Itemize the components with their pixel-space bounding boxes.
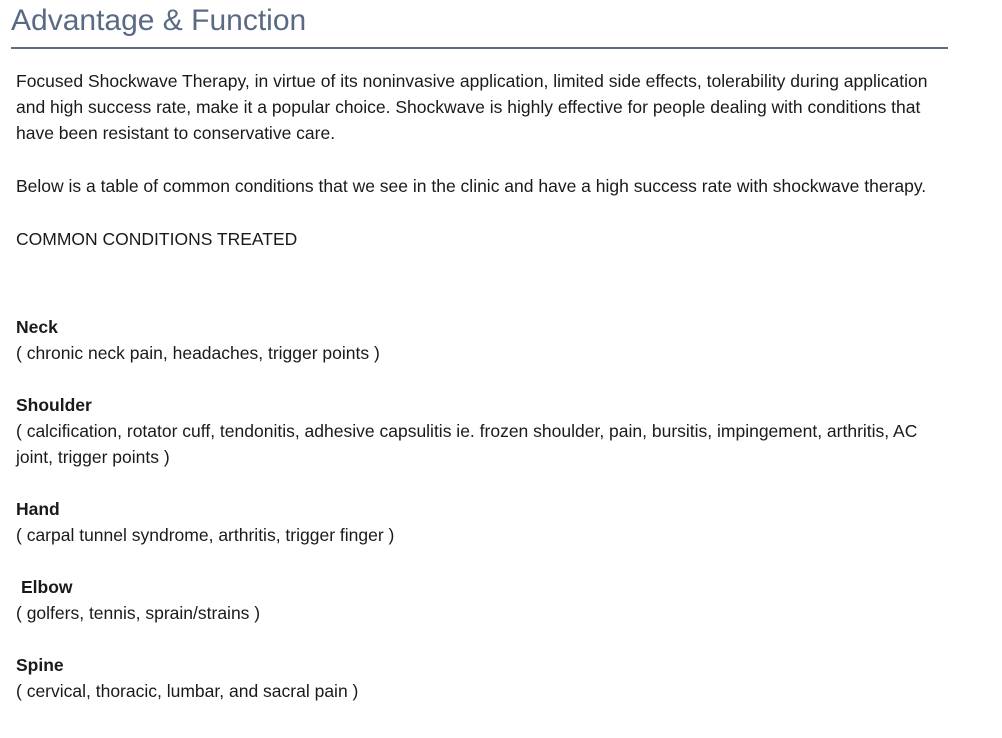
condition-item-shoulder xyxy=(16,392,936,470)
section-heading: COMMON CONDITIONS TREATED xyxy=(16,229,298,249)
condition-item-elbow xyxy=(16,574,936,626)
condition-item-neck xyxy=(16,314,936,366)
condition-name: Shoulder xyxy=(16,395,92,415)
condition-details: ( golfers, tennis, sprain/strains ) xyxy=(16,603,261,623)
condition-details: ( cervical, thoracic, lumbar, and sacral pain ) xyxy=(16,681,359,701)
condition-name: Elbow xyxy=(21,577,73,597)
condition-details: ( calcification, rotator cuff, tendonitis, adhesive capsulitis ie. frozen shoulder, pain, bursitis, impingement, arthritis, AC joint, trigger points ) xyxy=(16,421,918,467)
title-divider xyxy=(11,47,948,49)
condition-name: Hand xyxy=(16,499,60,519)
condition-name: Neck xyxy=(16,317,58,337)
page-title: Advantage & Function xyxy=(11,4,307,37)
condition-item-spine xyxy=(16,652,936,704)
condition-name: Spine xyxy=(16,655,64,675)
condition-details: ( chronic neck pain, headaches, trigger points ) xyxy=(16,343,380,363)
intro-paragraph: Focused Shockwave Therapy, in virtue of its noninvasive application, limited side effects, tolerability during application and high success rate, make it a popular choice. Shockwave is highly effective for people dealing with conditions that have been resistant to conservative care. xyxy=(16,71,928,143)
condition-item-hand xyxy=(16,496,936,548)
main-content xyxy=(16,68,936,704)
table-intro-paragraph: Below is a table of common conditions that we see in the clinic and have a high success rate with shockwave therapy. xyxy=(16,176,927,196)
condition-details: ( carpal tunnel syndrome, arthritis, trigger finger ) xyxy=(16,525,395,545)
